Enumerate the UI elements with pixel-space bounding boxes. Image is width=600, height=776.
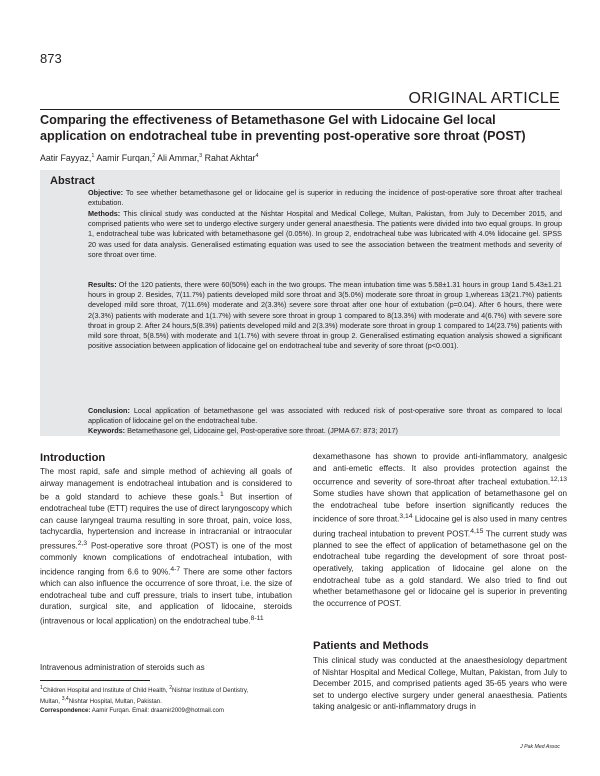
intro-text-1a: The most rapid, safe and simple method of achieving all goals of airway management is endotracheal intubation and is considered to be a gold standard to achieve these goals. — [40, 467, 292, 502]
abstract-results — [88, 280, 562, 351]
affiliation-1: Children Hospital and Institute of Child Health, — [42, 687, 170, 695]
methods-text: This clinical study was conducted at the Nishtar Hospital and Medical College, Multan, Pakistan, from July to December 2015, and comprised patients who were set to undergo elective surgery under general anaesthesia. The patients were divided into two equal groups. In group 1, endotracheal tube was lubricated with betamethasone gel (0.05%). In group 2, endotracheal tube was lubricated with 4.0% lidocaine gel. SPSS 20 was used for data analysis. Generalised estimating equation was used to see the association between the treatment methods and severity of sore throat over time. — [88, 209, 562, 259]
intro-text-1d: There are some other factors which can also influence the occurrence of sore throat, i.e. the size of endotracheal tube and cuff pressure, trials to insert tube, intubation duration, surgical site, and application of lidocaine, steroids (intravenous or local application) on the endotracheal tube. — [40, 567, 292, 626]
objective-text: To see whether betamethasone gel or lidocaine gel is superior in reducing the incidence of post-operative sore throat after tracheal extubation. — [88, 188, 562, 208]
intro-text-1c: Post-operative sore throat (POST) is one of the most commonly known complications of endotracheal intubation, with incidence ranging from 6.6 to 90%. — [40, 541, 292, 577]
abstract-objective — [88, 188, 562, 208]
page-number: 873 — [40, 51, 62, 66]
article-title — [40, 112, 568, 144]
author-list — [40, 153, 259, 163]
author-3: Ali Ammar, — [155, 153, 200, 163]
intro-text-3b: Some studies have shown that application of betamethasone gel on the endotracheal tube before insertion significantly reduces the incidence of sore throat. — [313, 489, 567, 525]
footnote-divider — [40, 680, 150, 681]
citation-ref: 4-7 — [170, 565, 181, 573]
conclusion-text: Local application of betamethasone gel was associated with reduced risk of post-operative sore throat as compared to local application of lidocaine gel on the endotracheal tube. — [88, 406, 562, 426]
footnote-sup: 1 — [40, 685, 43, 691]
author-3-affiliation: 3 — [199, 153, 203, 160]
author-4-affiliation: 4 — [255, 153, 259, 160]
footnote-sup: 3,4 — [61, 696, 69, 703]
citation-ref: 2,3 — [77, 539, 88, 547]
author-4: Rahat Akhtar — [202, 153, 256, 163]
abstract-methods — [88, 209, 562, 260]
patients-methods-paragraph-1: This clinical study was conducted at the anaesthesiology department of Nishtar Hospital and Medical College, Multan, Pakistan, from July to December 2015, and comprised patients aged 35-65 years who were set to undergo elective surgery under general anaesthesia. Patients taking analgesic or anti-inflammatory drugs in — [313, 656, 567, 712]
header-divider — [40, 109, 560, 110]
citation-ref: 3,14 — [399, 513, 413, 521]
methods-label: Methods: — [88, 209, 121, 218]
introduction-heading: Introduction — [40, 452, 106, 464]
intro-text-1b: But insertion of endotracheal tube (ETT) requires the use of direct laryngoscopy which can cause laryngeal trauma resulting in sore throat, pain, voice loss, tachycardia, hypertension and increase in intracranial or intraocular pressures. — [40, 492, 292, 551]
keywords-text: Betamethasone gel, Lidocaine gel, Post-operative sore throat. (JPMA 67: 873; 2017) — [125, 426, 398, 435]
introduction-paragraph-1 — [40, 466, 292, 627]
author-1-affiliation: 1 — [91, 153, 95, 160]
journal-footer: J Pak Med Assoc — [520, 744, 560, 750]
citation-ref: 1 — [220, 491, 224, 499]
conclusion-label: Conclusion: — [88, 406, 130, 415]
author-1: Aatir Fayyaz, — [40, 153, 92, 163]
intro-text-3a: dexamethasone has shown to provide anti-inflammatory, analgesic and anti-emetic effects. It also provides protection against the occurrence and severity of sore-throat after tracheal extubation. — [313, 452, 567, 487]
affiliation-2: Nishtar Institute of Dentistry, — [172, 687, 249, 695]
abstract-keywords — [88, 426, 562, 436]
correspondence-text: Aamir Furqan. Email: draamir2009@hotmail.com — [90, 707, 224, 715]
introduction-paragraph-2: Intravenous administration of steroids such as — [40, 663, 205, 672]
citation-ref: 8-11 — [250, 614, 264, 622]
footnote-sup: 2 — [169, 685, 173, 691]
objective-label: Objective: — [88, 188, 124, 197]
affiliations-footnote — [40, 684, 295, 716]
correspondence-label: Correspondence: — [40, 707, 91, 715]
affiliation-2-city: Multan, — [40, 698, 62, 706]
introduction-paragraph-3 — [313, 451, 567, 609]
abstract-heading: Abstract — [50, 175, 95, 187]
affiliation-3: Nishtar Hospital, Multan, Pakistan. — [68, 698, 162, 706]
article-type-label: ORIGINAL ARTICLE — [408, 90, 560, 107]
patients-methods-heading: Patients and Methods — [313, 640, 429, 652]
intro-text-3c: Lidocaine gel is also used in many centres during tracheal intubation to prevent POST. — [313, 515, 567, 539]
title-line-2: application on endotracheal tube in preventing post-operative sore throat (POST) — [40, 129, 526, 143]
title-line-1: Comparing the effectiveness of Betamethasone Gel with Lidocaine Gel local — [40, 113, 496, 127]
abstract-conclusion — [88, 406, 562, 426]
citation-ref: 12,13 — [550, 476, 567, 484]
results-text: Of the 120 patients, there were 60(50%) each in the two groups. The mean intubation time was 5.58±1.31 hours in group 1and 5.43±1.21 hours in group 2. Besides, 7(11.7%) patients developed mild sore throat and 3(5.0%) moderate sore throat in group 1,whereas 13(21.7%) patients developed mild sore throat, 7(11.6%) moderate and 2(3.3%) severe sore throat after one hour of extubation (p=0.04). After 6 hours, there were 2(3.3%) patients with moderate and 1(1.7%) with severe sore throat in group 1 compared to 8(13.3%) with moderate and 4(6.7%) with severe sore throat in group 2. After 24 hours,5(8.3%) patients developed mild and 2(3.3%) moderate sore throat in group 1 compared to 14(23.7%) patients with mild sore throat, 5(8.5%) with moderate and 1(1.7%) with severe throat in group 2. Generalised estimating equation analysis showed a significant positive association between application of lidocaine gel on endotracheal tube and severity of sore throat (p<0.001). — [88, 280, 562, 351]
results-label: Results: — [88, 280, 117, 289]
affiliation-line-1 — [40, 684, 295, 695]
author-2: Aamir Furqan, — [94, 153, 153, 163]
keywords-label: Keywords: — [88, 426, 126, 435]
correspondence-line — [40, 706, 295, 715]
affiliation-line-2 — [40, 695, 295, 706]
intro-text-3d: The current study was planned to see the effect of application of betamethasone gel on the endotracheal tube regarding the development of sore throat post-operatively, taking application of lidocaine gel alone on the endotracheal tube as a gold standard. We also tried to find out whether betamethasone gel or lidocaine gel is superior in preventing the occurrence of POST. — [313, 529, 567, 608]
citation-ref: 4,15 — [470, 527, 484, 535]
author-2-affiliation: 2 — [152, 153, 156, 160]
